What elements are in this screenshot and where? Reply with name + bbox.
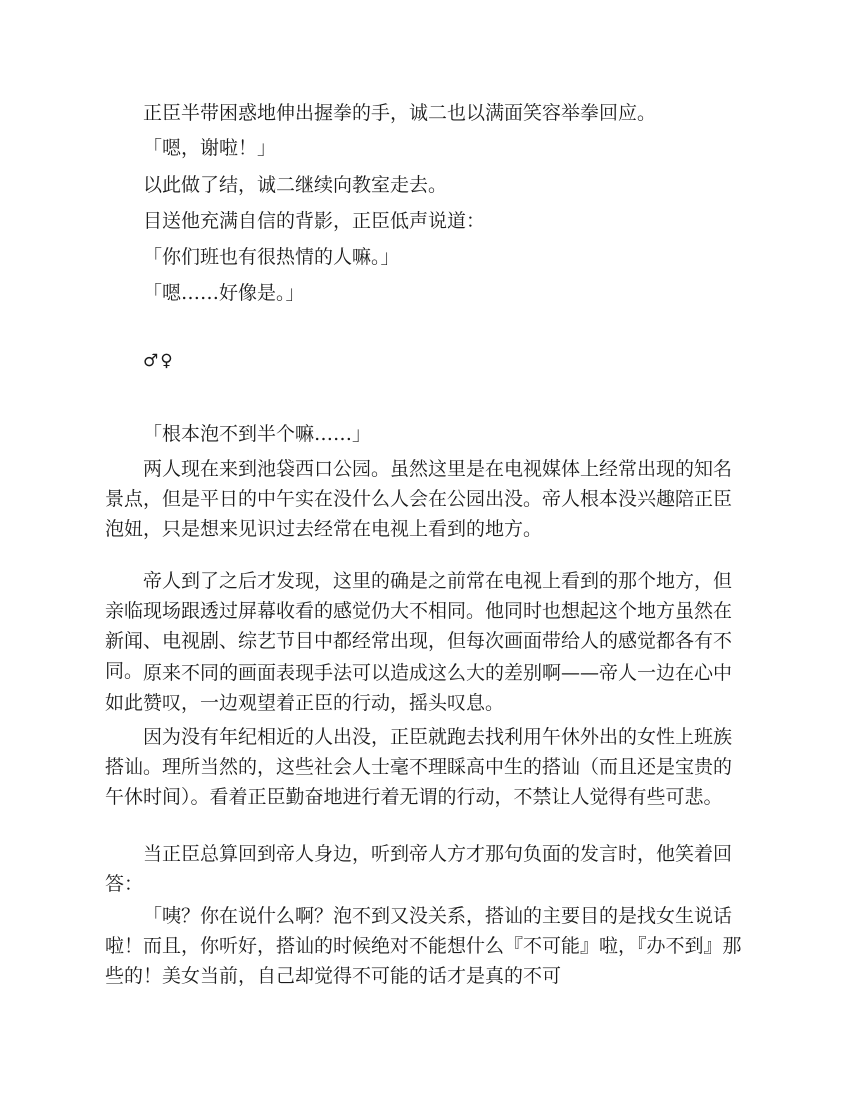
section-separator: ♂♀: [143, 351, 175, 371]
body-paragraph: 因为没有年纪相近的人出没，正臣就跑去找利用午休外出的女性上班族搭讪。理所当然的，这些社会人士毫不理睬高中生的搭讪（而且还是宝贵的午休时间）。看着正臣勤奋地进行着无谓的行动，不禁让人觉得有些可悲。: [105, 726, 733, 808]
body-paragraph: 原来不同的画面表现手法可以造成这么大的差别啊——帝人一边在心中如此赞叹，一边观望着正臣的行动，摇头叹息。: [105, 662, 733, 714]
dialogue-line: 「嗯，谢啦！」: [143, 137, 277, 159]
text-line: 以此做了结，诚二继续向教室走去。: [143, 174, 448, 196]
text-line: 正臣半带困惑地伸出握拳的手，诚二也以满面笑容举拳回应。: [143, 102, 657, 124]
dialogue-line: 「你们班也有很热情的人嘛。」: [143, 246, 400, 268]
text-line: 目送他充满自信的背影，正臣低声说道：: [143, 210, 486, 232]
body-paragraph: 当正臣总算回到帝人身边，听到帝人方才那句负面的发言时，他笑着回答：: [105, 843, 733, 895]
body-paragraph: 「咦？你在说什么啊？泡不到又没关系，搭讪的主要目的是找女生说话啦！而且，你听好，搭讪的时候绝对不能想什么『不可能』啦，『办不到』那些的！美女当前，自己却觉得不可能的话才是真的不可: [105, 905, 742, 987]
dialogue-line: 「根本泡不到半个嘛……」: [143, 423, 372, 445]
body-paragraph: 两人现在来到池袋西口公园。虽然这里是在电视媒体上经常出现的知名景点，但是平日的中午实在没什么人会在公园出没。帝人根本没兴趣陪正臣泡妞，只是想来见识过去经常在电视上看到的地方。: [105, 458, 733, 540]
dialogue-line: 「嗯……好像是。」: [143, 282, 305, 304]
body-paragraph: 帝人到了之后才发现，这里的确是之前常在电视上看到的那个地方，但亲临现场跟透过屏幕收看的感觉仍大不相同。他同时也想起这个地方虽然在新闻、电视剧、综艺节目中都经常出现，但每次画面带给人的感觉都各有不同。: [105, 570, 733, 682]
